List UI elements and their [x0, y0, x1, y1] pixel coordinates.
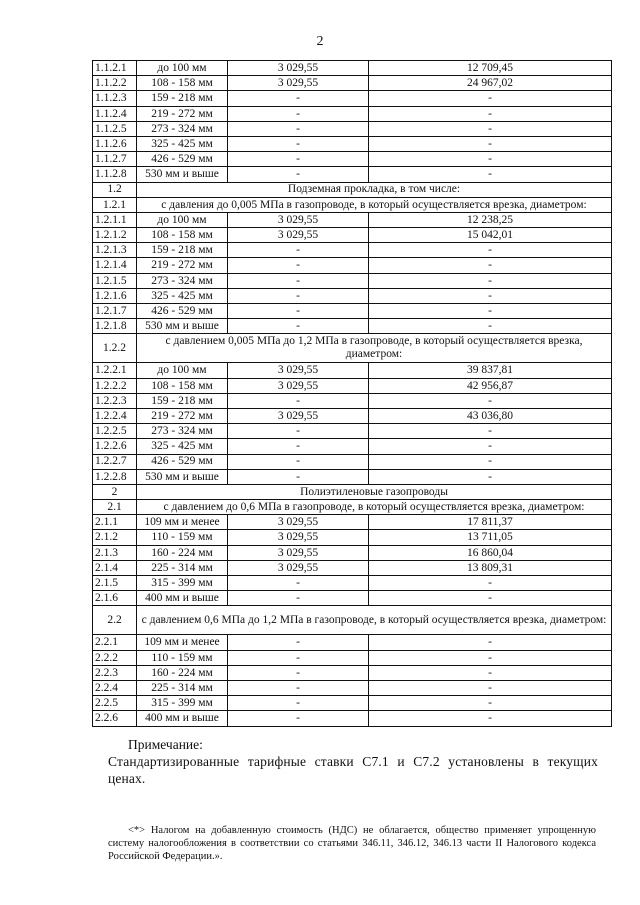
row-diameter: до 100 мм: [137, 363, 228, 378]
row-code: 1.1.2.1: [93, 61, 137, 76]
table-row: [93, 304, 612, 319]
row-diameter: 315 - 399 мм: [137, 576, 228, 591]
row-rate-c72: -: [369, 167, 612, 182]
row-code: 2.1.3: [93, 545, 137, 560]
row-rate-c72: -: [369, 319, 612, 334]
row-rate-c71: -: [228, 167, 369, 182]
row-code: 1.2.1.3: [93, 243, 137, 258]
row-diameter: 273 - 324 мм: [137, 273, 228, 288]
row-code: 1.2.1.1: [93, 212, 137, 227]
row-rate-c72: 39 837,81: [369, 363, 612, 378]
table-row: [93, 560, 612, 575]
row-diameter: 400 мм и выше: [137, 711, 228, 726]
section-title: с давления до 0,005 МПа в газопроводе, в который осуществляется врезка, диаметром:: [137, 197, 612, 212]
row-rate-c71: -: [228, 393, 369, 408]
row-code: 1.1.2.4: [93, 106, 137, 121]
row-rate-c71: -: [228, 288, 369, 303]
table-row: [93, 424, 612, 439]
row-rate-c71: -: [228, 273, 369, 288]
tariff-table-body: [93, 61, 612, 727]
section-title: с давлением до 0,6 МПа в газопроводе, в который осуществляется врезка, диаметром:: [137, 500, 612, 515]
row-rate-c72: -: [369, 439, 612, 454]
row-rate-c71: 3 029,55: [228, 212, 369, 227]
row-rate-c72: -: [369, 469, 612, 484]
table-row: [93, 106, 612, 121]
row-rate-c72: -: [369, 424, 612, 439]
section-title: Полиэтиленовые газопроводы: [137, 484, 612, 499]
row-diameter: 108 - 158 мм: [137, 76, 228, 91]
row-rate-c72: -: [369, 650, 612, 665]
table-row: [93, 288, 612, 303]
row-diameter: 108 - 158 мм: [137, 378, 228, 393]
row-code: 1.1.2.8: [93, 167, 137, 182]
row-rate-c71: -: [228, 696, 369, 711]
row-rate-c72: -: [369, 696, 612, 711]
table-row: [93, 76, 612, 91]
row-rate-c71: -: [228, 243, 369, 258]
row-rate-c71: -: [228, 121, 369, 136]
row-rate-c72: -: [369, 273, 612, 288]
section-code: 2.1: [93, 500, 137, 515]
table-row: [93, 439, 612, 454]
row-diameter: 400 мм и выше: [137, 591, 228, 606]
table-row: [93, 711, 612, 726]
table-row: [93, 650, 612, 665]
row-diameter: 225 - 314 мм: [137, 560, 228, 575]
row-rate-c71: -: [228, 650, 369, 665]
section-row: [93, 484, 612, 499]
row-diameter: 159 - 218 мм: [137, 243, 228, 258]
section-row: [93, 334, 612, 363]
row-diameter: 219 - 272 мм: [137, 258, 228, 273]
row-rate-c71: 3 029,55: [228, 228, 369, 243]
row-rate-c72: -: [369, 680, 612, 695]
table-row: [93, 635, 612, 650]
row-code: 2.2.2: [93, 650, 137, 665]
row-rate-c72: -: [369, 393, 612, 408]
table-row: [93, 665, 612, 680]
note-title: Примечание:: [128, 737, 203, 752]
row-diameter: до 100 мм: [137, 61, 228, 76]
row-code: 2.2.6: [93, 711, 137, 726]
row-diameter: 426 - 529 мм: [137, 152, 228, 167]
row-rate-c72: -: [369, 288, 612, 303]
row-rate-c72: 42 956,87: [369, 378, 612, 393]
row-code: 1.1.2.7: [93, 152, 137, 167]
row-diameter: 273 - 324 мм: [137, 121, 228, 136]
table-row: [93, 319, 612, 334]
row-diameter: 530 мм и выше: [137, 319, 228, 334]
note-block: [108, 736, 598, 787]
table-row: [93, 515, 612, 530]
table-row: [93, 545, 612, 560]
row-rate-c72: -: [369, 665, 612, 680]
table-row: [93, 152, 612, 167]
row-diameter: 325 - 425 мм: [137, 136, 228, 151]
row-rate-c72: 15 042,01: [369, 228, 612, 243]
row-rate-c72: -: [369, 576, 612, 591]
row-rate-c71: -: [228, 665, 369, 680]
row-code: 2.1.4: [93, 560, 137, 575]
row-code: 1.2.2.2: [93, 378, 137, 393]
row-code: 1.2.2.3: [93, 393, 137, 408]
table-row: [93, 228, 612, 243]
row-code: 2.2.1: [93, 635, 137, 650]
row-rate-c71: 3 029,55: [228, 76, 369, 91]
table-row: [93, 576, 612, 591]
row-diameter: 325 - 425 мм: [137, 288, 228, 303]
row-code: 1.1.2.5: [93, 121, 137, 136]
row-diameter: до 100 мм: [137, 212, 228, 227]
row-rate-c71: 3 029,55: [228, 530, 369, 545]
row-rate-c71: -: [228, 635, 369, 650]
table-row: [93, 408, 612, 423]
table-row: [93, 121, 612, 136]
row-code: 1.2.2.8: [93, 469, 137, 484]
footnote: <*> Налогом на добавленную стоимость (НДС) не облагается, общество применяет упрощенную систему налогообложения в соответствии со статьями 346.11, 346.12, 346.13 части II Налогового кодекса Российской Федерации.».: [108, 825, 596, 862]
row-diameter: 315 - 399 мм: [137, 696, 228, 711]
row-rate-c72: 13 711,05: [369, 530, 612, 545]
row-code: 1.1.2.6: [93, 136, 137, 151]
table-row: [93, 61, 612, 76]
row-diameter: 160 - 224 мм: [137, 545, 228, 560]
row-rate-c71: 3 029,55: [228, 363, 369, 378]
table-row: [93, 212, 612, 227]
row-rate-c72: -: [369, 243, 612, 258]
row-rate-c71: -: [228, 439, 369, 454]
row-rate-c71: -: [228, 91, 369, 106]
row-code: 1.2.1.2: [93, 228, 137, 243]
note-body: Стандартизированные тарифные ставки С7.1 и С7.2 установлены в текущих ценах.: [108, 754, 598, 786]
row-code: 2.1.6: [93, 591, 137, 606]
row-rate-c72: 24 967,02: [369, 76, 612, 91]
section-code: 2: [93, 484, 137, 499]
row-rate-c71: -: [228, 711, 369, 726]
row-diameter: 109 мм и менее: [137, 515, 228, 530]
section-title: с давлением 0,005 МПа до 1,2 МПа в газопроводе, в который осуществляется врезка, диаметром:: [137, 334, 612, 363]
row-diameter: 110 - 159 мм: [137, 650, 228, 665]
section-title: Подземная прокладка, в том числе:: [137, 182, 612, 197]
row-code: 2.2.3: [93, 665, 137, 680]
row-diameter: 426 - 529 мм: [137, 304, 228, 319]
row-code: 1.2.2.1: [93, 363, 137, 378]
row-code: 1.2.1.8: [93, 319, 137, 334]
row-diameter: 530 мм и выше: [137, 167, 228, 182]
table-row: [93, 243, 612, 258]
row-rate-c72: -: [369, 91, 612, 106]
row-diameter: 219 - 272 мм: [137, 408, 228, 423]
row-rate-c71: -: [228, 106, 369, 121]
row-rate-c71: -: [228, 152, 369, 167]
row-code: 1.2.1.7: [93, 304, 137, 319]
row-rate-c71: -: [228, 258, 369, 273]
section-row: [93, 197, 612, 212]
row-code: 1.2.1.5: [93, 273, 137, 288]
row-rate-c71: 3 029,55: [228, 408, 369, 423]
table-row: [93, 363, 612, 378]
row-rate-c72: -: [369, 454, 612, 469]
row-rate-c72: 12 238,25: [369, 212, 612, 227]
row-diameter: 160 - 224 мм: [137, 665, 228, 680]
section-row: [93, 182, 612, 197]
table-row: [93, 91, 612, 106]
row-code: 1.2.1.6: [93, 288, 137, 303]
row-rate-c71: -: [228, 469, 369, 484]
row-rate-c71: 3 029,55: [228, 515, 369, 530]
row-rate-c71: -: [228, 319, 369, 334]
row-code: 2.2.4: [93, 680, 137, 695]
row-rate-c72: -: [369, 106, 612, 121]
row-code: 2.2.5: [93, 696, 137, 711]
row-diameter: 325 - 425 мм: [137, 439, 228, 454]
page-number: 2: [316, 34, 324, 49]
row-rate-c71: -: [228, 424, 369, 439]
section-code: 1.2.1: [93, 197, 137, 212]
row-rate-c72: 43 036,80: [369, 408, 612, 423]
row-code: 2.1.2: [93, 530, 137, 545]
row-rate-c71: -: [228, 136, 369, 151]
tariff-table: [92, 60, 612, 727]
row-code: 2.1.1: [93, 515, 137, 530]
row-rate-c71: -: [228, 304, 369, 319]
table-row: [93, 680, 612, 695]
row-diameter: 108 - 158 мм: [137, 228, 228, 243]
row-rate-c71: -: [228, 454, 369, 469]
row-rate-c72: 16 860,04: [369, 545, 612, 560]
row-diameter: 426 - 529 мм: [137, 454, 228, 469]
row-code: 1.1.2.3: [93, 91, 137, 106]
row-rate-c72: 13 809,31: [369, 560, 612, 575]
row-rate-c71: -: [228, 680, 369, 695]
row-rate-c72: -: [369, 136, 612, 151]
table-row: [93, 469, 612, 484]
row-rate-c72: -: [369, 304, 612, 319]
row-rate-c71: 3 029,55: [228, 560, 369, 575]
row-rate-c72: 17 811,37: [369, 515, 612, 530]
table-row: [93, 591, 612, 606]
row-diameter: 225 - 314 мм: [137, 680, 228, 695]
row-code: 1.2.2.7: [93, 454, 137, 469]
row-code: 1.2.2.6: [93, 439, 137, 454]
section-row: [93, 606, 612, 635]
row-code: 1.1.2.2: [93, 76, 137, 91]
row-diameter: 530 мм и выше: [137, 469, 228, 484]
section-row: [93, 500, 612, 515]
row-rate-c71: -: [228, 591, 369, 606]
row-rate-c72: -: [369, 591, 612, 606]
row-diameter: 273 - 324 мм: [137, 424, 228, 439]
section-code: 2.2: [93, 606, 137, 635]
row-rate-c72: -: [369, 152, 612, 167]
table-row: [93, 393, 612, 408]
table-row: [93, 530, 612, 545]
row-code: 1.2.2.4: [93, 408, 137, 423]
row-rate-c71: 3 029,55: [228, 378, 369, 393]
row-rate-c72: -: [369, 711, 612, 726]
table-row: [93, 258, 612, 273]
table-row: [93, 696, 612, 711]
row-rate-c71: -: [228, 576, 369, 591]
row-code: 2.1.5: [93, 576, 137, 591]
table-row: [93, 167, 612, 182]
row-diameter: 219 - 272 мм: [137, 106, 228, 121]
row-rate-c72: -: [369, 258, 612, 273]
row-rate-c72: -: [369, 121, 612, 136]
row-diameter: 109 мм и менее: [137, 635, 228, 650]
table-row: [93, 454, 612, 469]
row-diameter: 159 - 218 мм: [137, 393, 228, 408]
section-code: 1.2.2: [93, 334, 137, 363]
row-diameter: 159 - 218 мм: [137, 91, 228, 106]
row-rate-c71: 3 029,55: [228, 61, 369, 76]
row-diameter: 110 - 159 мм: [137, 530, 228, 545]
row-code: 1.2.2.5: [93, 424, 137, 439]
table-row: [93, 273, 612, 288]
row-rate-c72: -: [369, 635, 612, 650]
row-code: 1.2.1.4: [93, 258, 137, 273]
row-rate-c71: 3 029,55: [228, 545, 369, 560]
section-title: с давлением 0,6 МПа до 1,2 МПа в газопроводе, в который осуществляется врезка, диаметром:: [137, 606, 612, 635]
table-row: [93, 378, 612, 393]
row-rate-c72: 12 709,45: [369, 61, 612, 76]
table-row: [93, 136, 612, 151]
section-code: 1.2: [93, 182, 137, 197]
